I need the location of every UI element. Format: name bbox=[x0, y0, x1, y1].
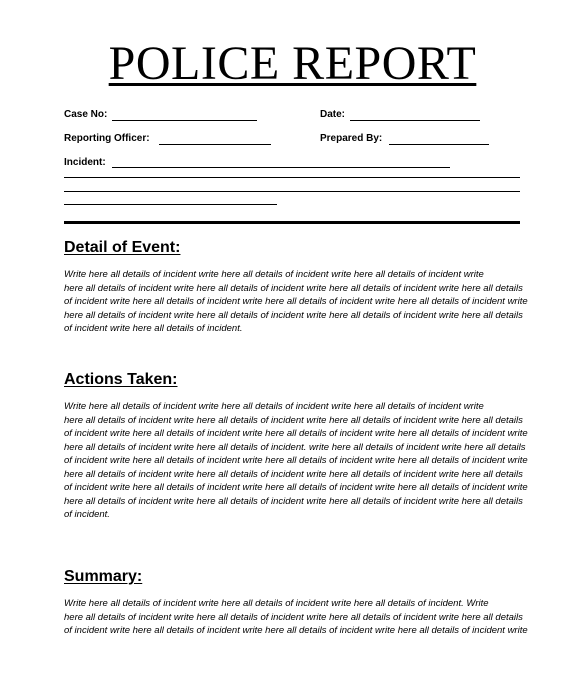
body-line: Write here all details of incident write here all details of incident write here all details of incident write bbox=[64, 269, 484, 280]
case-no-blank[interactable] bbox=[112, 120, 257, 121]
body-line: of incident write here all details of incident write here all details of incident write here all details of incident write bbox=[64, 428, 528, 439]
actions-taken-heading: Actions Taken: bbox=[64, 371, 178, 388]
detail-of-event-heading: Detail of Event: bbox=[64, 239, 181, 256]
title-text: POLICE REPORT bbox=[108, 37, 477, 90]
body-line: here all details of incident write here all details of incident write here all details of incident write here all details bbox=[64, 611, 523, 623]
body-line: of incident write here all details of incident. bbox=[64, 323, 243, 334]
page-title bbox=[0, 38, 585, 90]
summary-body bbox=[64, 597, 528, 638]
body-line: of incident write here all details of incident write here all details of incident write here all details of incident write bbox=[64, 296, 528, 307]
body-line: Write here all details of incident write here all details of incident write here all details of incident. Write bbox=[64, 598, 489, 609]
summary-heading: Summary: bbox=[64, 568, 143, 585]
body-line: of incident write here all details of incident write here all details of incident write here all details of incident write bbox=[64, 455, 528, 466]
body-line: of incident write here all details of incident write here all details of incident write here all details of incident write bbox=[64, 482, 528, 493]
body-line: Write here all details of incident write here all details of incident write here all details of incident write bbox=[64, 401, 484, 412]
body-line: here all details of incident write here all details of incident write here all details of incident write here all details bbox=[64, 282, 523, 294]
body-line: here all details of incident write here all details of incident write here all details of incident write here all details bbox=[64, 468, 523, 480]
date-blank[interactable] bbox=[350, 120, 480, 121]
incident-blank-1[interactable] bbox=[112, 167, 450, 168]
detail-of-event-body bbox=[64, 268, 528, 336]
body-line: of incident write here all details of incident write here all details of incident write here all details of incident write bbox=[64, 625, 528, 636]
body-line: of incident. bbox=[64, 509, 110, 520]
incident-blank-3[interactable] bbox=[64, 191, 520, 192]
body-line: here all details of incident write here all details of incident write here all details of incident write here all details bbox=[64, 414, 523, 426]
body-line: here all details of incident write here all details of incident write here all details of incident write here all details bbox=[64, 309, 523, 321]
date-label: Date: bbox=[320, 109, 346, 120]
body-line: here all details of incident write here all details of incident write here all details of incident write here all details bbox=[64, 495, 523, 507]
incident-blank-2[interactable] bbox=[64, 177, 520, 178]
body-line: here all details of incident write here all details of incident. write here all details of incident write here all details bbox=[64, 441, 526, 453]
section-divider bbox=[64, 221, 520, 224]
reporting-officer-label: Reporting Officer: bbox=[64, 133, 150, 144]
incident-blank-4[interactable] bbox=[64, 204, 277, 205]
reporting-officer-blank[interactable] bbox=[159, 144, 271, 145]
actions-taken-body bbox=[64, 400, 528, 522]
prepared-by-label: Prepared By: bbox=[320, 133, 383, 144]
prepared-by-blank[interactable] bbox=[389, 144, 489, 145]
case-no-label: Case No: bbox=[64, 109, 108, 120]
incident-label: Incident: bbox=[64, 157, 106, 168]
